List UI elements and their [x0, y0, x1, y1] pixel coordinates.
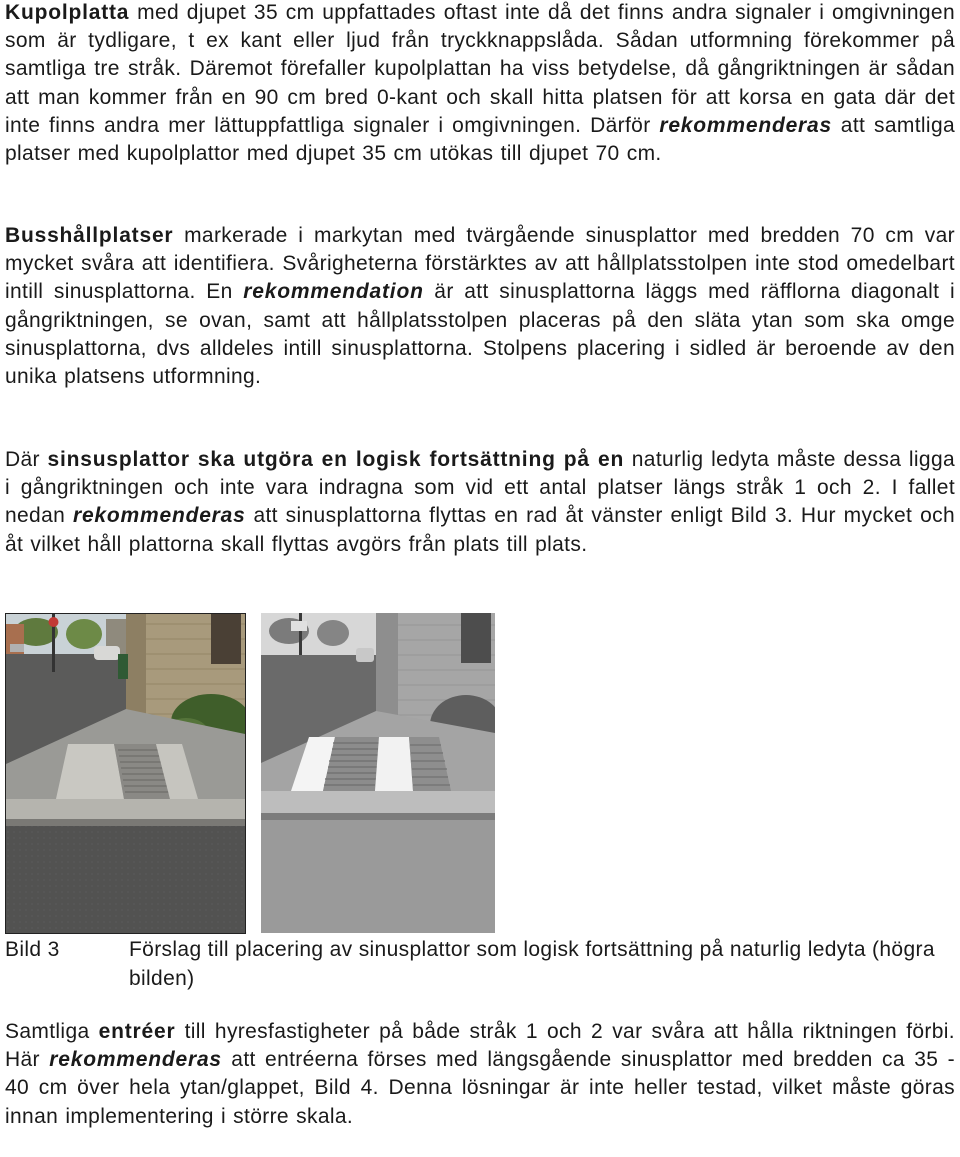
paragraph-text: att entréerna förses med längsgående sinusplattor med bredden ca 35 - 40 cm över hela ytan/glappet, Bild 4. Denna lösningar är inte heller testad, vilket måste göras innan implementering i större skala.	[5, 1048, 955, 1128]
caption-number: Bild 3	[5, 938, 60, 961]
caption-text: Förslag till placering av sinusplattor som logisk fortsättning på naturlig ledyta (högra bilden)	[129, 938, 935, 990]
term-entreer: entréer	[98, 1020, 176, 1043]
paragraph-text: markerade i markytan med tvärgående sinusplattor med bredden 70 cm var mycket svåra att identifiera. Svårigheterna förstärktes av att hållplatsstolpen inte stod omedelbart intill sinusplattorna. En	[5, 224, 955, 304]
term-busshallplatser: Busshållplatser	[5, 224, 174, 247]
paragraph-text: är att sinusplattorna läggs med räfflorna diagonalt i gångriktningen, se ovan, samt att hållplatsstolpen placeras på den släta ytan som ska omge sinusplattorna, dvs alldeles intill sinusplattorna. Stolpens placering i sidled är beroende av den unika platsens utformning.	[5, 280, 955, 389]
paragraph-entreer	[5, 1018, 955, 1131]
paragraph-text: att samtliga platser med kupolplattor med djupet 35 cm utökas till djupet 70 cm.	[5, 113, 955, 166]
paragraph-text: Samtliga	[5, 1020, 99, 1043]
emphasis-rekommenderas: rekommenderas	[72, 504, 246, 528]
paragraph-text: naturlig ledyta måste dessa ligga i gångriktningen och inte vara indragna som vid ett antal platser längs stråk 1 och 2. I fallet nedan	[5, 448, 956, 528]
term-kupolplatta: Kupolplatta	[5, 1, 130, 24]
street-photo-grayscale	[261, 613, 495, 933]
paragraph-text: Där	[5, 448, 48, 471]
bold-phrase: sinsusplattor ska utgöra en logisk fortsättning på en	[47, 448, 625, 471]
photo-current-placement	[5, 613, 246, 934]
paragraph-busshallplatser	[5, 222, 955, 391]
emphasis-rekommendation: rekommendation	[243, 280, 424, 304]
photo-proposed-placement	[261, 613, 495, 933]
paragraph-text: att sinusplattorna flyttas en rad åt vänster enligt Bild 3. Hur mycket och åt vilket håll plattorna skall flyttas avgörs från plats till plats.	[5, 504, 955, 556]
street-photo-color	[6, 614, 245, 933]
emphasis-rekommenderas: rekommenderas	[49, 1048, 222, 1072]
paragraph-sinusplattor	[5, 446, 955, 559]
paragraph-kupolplatta	[5, 0, 955, 168]
paragraph-text: till hyresfastigheter på både stråk 1 och 2 var svåra att hålla riktningen förbi. Här	[5, 1020, 955, 1072]
emphasis-rekommenderas: rekommenderas	[659, 113, 832, 137]
paragraph-text: med djupet 35 cm uppfattades oftast inte då det finns andra signaler i omgivningen som är tydligare, t ex kant eller ljud från tryckknappslåda. Sådan utformning förekommer på samtliga tre stråk. Däremot förefaller kupolplattan ha viss betydelse, då gångriktningen är sådan att man kommer från en 90 cm bred 0-kant och skall hitta platsen för att korsa en gata där det inte finns andra mer lättuppfattliga signaler i omgivningen. Därför	[5, 1, 955, 137]
